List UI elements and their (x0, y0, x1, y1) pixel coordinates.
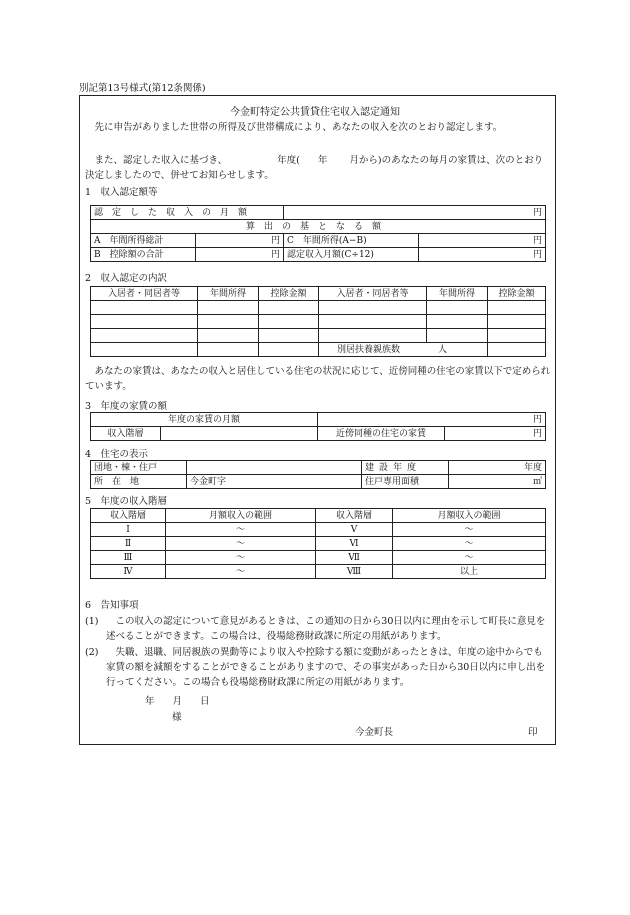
built-year-value: 年度 (449, 461, 546, 475)
tier-value (161, 427, 318, 441)
basis-heading: 算出の基となる額 (91, 220, 546, 234)
section-5-heading: 5 年度の収入階層 (85, 496, 168, 507)
monthly-income-value: 円 (284, 206, 546, 220)
table-row (91, 329, 546, 343)
table-row (91, 343, 546, 357)
d-value: 円 (419, 248, 546, 262)
intro-paragraph-1 (85, 120, 551, 135)
d-label: 認定収入月額(C÷12) (284, 248, 419, 262)
dependents-cell: 別居扶養親族数 人 (319, 343, 488, 357)
range-col-left: 月額収入の範囲 (166, 509, 316, 523)
table-row: Ⅲ 〜 Ⅶ 〜 (91, 551, 546, 565)
table-row (91, 315, 546, 329)
issuer-name: 今金町長 (355, 727, 394, 738)
form-label: 別記第13号様式(第12条関係) (79, 83, 206, 94)
estate-label: 団地・棟・住戸 (91, 461, 187, 475)
range-col-right: 月額収入の範囲 (393, 509, 546, 523)
rent-note: あなたの家賃は、あなたの収入と居住している住宅の状況に応じて、近傍同種の住宅の家賃以下で定められています。 (85, 366, 551, 392)
tier-label: 収入階層 (91, 427, 161, 441)
monthly-income-label: 認定した収入の月額 (91, 206, 284, 220)
nearby-rent-label: 近傍同種の住宅の家賃 (318, 427, 445, 441)
col-deduction-1: 控除金額 (259, 287, 319, 301)
breakdown-table (90, 286, 546, 357)
b-label: B 控除額の合計 (91, 248, 196, 262)
doc-title: 今金町特定公共賃貸住宅収入認定通知 (230, 107, 400, 118)
a-value: 円 (196, 234, 284, 248)
notice-1: (1) この収入の認定について意見があるときは、この通知の日から30日以内に理由を示して町長に意見を述べることができます。この場合は、役場総務財政課に所定の用紙があります。 (85, 616, 546, 642)
col-income-1: 年間所得 (198, 287, 259, 301)
address-value: 今金町字 (187, 475, 362, 489)
rent-monthly-value: 円 (318, 413, 546, 427)
section-4-heading: 4 住宅の表示 (85, 449, 149, 460)
col-resident-1: 入居者・同居者等 (91, 287, 198, 301)
rent-table (90, 412, 546, 441)
nearby-rent-value: 円 (445, 427, 546, 441)
area-label: 住戸専用面積 (362, 475, 449, 489)
tier-col-left: 収入階層 (91, 509, 166, 523)
income-table (90, 205, 546, 262)
area-value: ㎡ (449, 475, 546, 489)
table-row: Ⅳ 〜 Ⅷ 以上 (91, 565, 546, 579)
estate-value (187, 461, 362, 475)
c-value: 円 (419, 234, 546, 248)
table-row: Ⅰ 〜 Ⅴ 〜 (91, 523, 546, 537)
table-row (91, 301, 546, 315)
section-6-heading: 6 告知事項 (85, 600, 139, 611)
seal-mark: 印 (528, 727, 538, 738)
recipient-honorific: 様 (172, 712, 182, 723)
intro-text-1: 先に申告がありました世帯の所得及び世帯構成により、あなたの収入を次のとおり認定します。 (94, 122, 503, 133)
intro-text-2d: 月から)のあなたの毎月の家賃は、次のとおり決定しましたので、併せてお知らせします。 (85, 155, 544, 181)
section-3-heading: 3 年度の家賃の額 (85, 401, 168, 412)
b-value: 円 (196, 248, 284, 262)
address-label: 所在地 (91, 475, 187, 489)
notice-2: (2) 失職、退職、同居親族の異動等により収入や控除する額に変動があったときは、年度の途中からでも家賃の額を減額をすることができることがありますので、その事実があった日から30日以内に申し出を行ってください。この場合も役場総務財政課に所定の用紙があります。 (85, 647, 546, 688)
tier-col-right: 収入階層 (316, 509, 393, 523)
date-line: 年 月 日 (145, 696, 210, 707)
built-year-label: 建設年度 (362, 461, 449, 475)
intro-text-2a: また、認定した収入に基づき、 (94, 155, 228, 166)
col-resident-2: 入居者・同居者等 (319, 287, 427, 301)
rent-monthly-label: 年度の家賃の月額 (91, 413, 318, 427)
intro-fy: 年度( (277, 155, 300, 166)
section-1-heading: 1 収入認定額等 (85, 187, 158, 198)
housing-table (90, 460, 546, 489)
tier-table (90, 508, 546, 579)
intro-year: 年 (317, 155, 328, 166)
col-income-2: 年間所得 (427, 287, 488, 301)
c-label: C 年間所得(A−B) (284, 234, 419, 248)
table-row: Ⅱ 〜 Ⅵ 〜 (91, 537, 546, 551)
section-2-heading: 2 収入認定の内訳 (85, 273, 168, 284)
intro-paragraph-2 (85, 153, 551, 183)
col-deduction-2: 控除金額 (488, 287, 546, 301)
a-label: A 年間所得総計 (91, 234, 196, 248)
